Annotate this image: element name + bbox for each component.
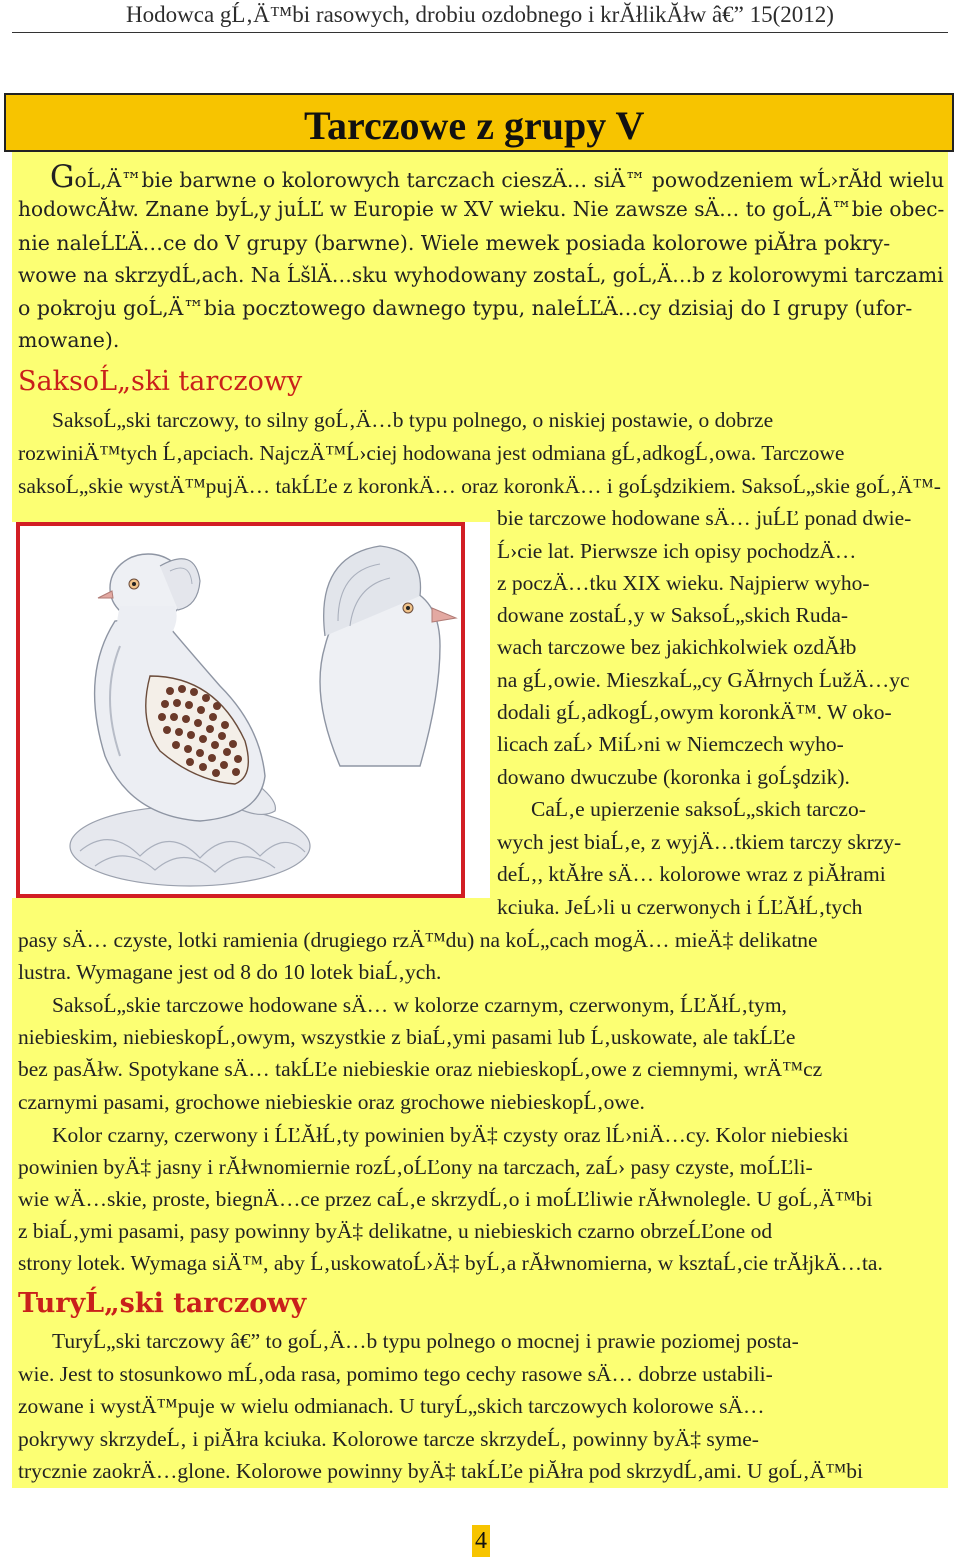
thuringian-line-5: trycznie zaokrÄ…glone. Kolorowe powinny byÄ‡ takĹĽe piĂłra pod skrzydĹ‚ami. U goĹ‚Ä™bi — [18, 1459, 864, 1483]
pigeon-drawing — [20, 526, 461, 894]
header-rule — [12, 32, 948, 33]
thuringian-line-3: zowane i wystÄ™puje w wielu odmianach. U turyĹ„skich tarczowych kolorowe sÄ… — [18, 1394, 765, 1418]
thuringian-line-4: pokrywy skrzydeĹ‚ i piĂłra kciuka. Kolorowe tarcze skrzydeĹ‚ powinny byÄ‡ syme- — [18, 1427, 759, 1451]
saxon-col-line-5: wach tarczowe bez jakichkolwiek ozdĂłb — [497, 635, 857, 659]
saxon-after-line-11: strony lotek. Wymaga siÄ™, aby Ĺ‚uskowatoĹ›Ä‡ byĹ‚a rĂłwnomierna, w ksztaĹ‚cie trĂłjkÄ…ta. — [18, 1251, 883, 1275]
saxon-col-line-9: dowano dwuczube (koronka i goĹşdzik). — [497, 765, 850, 789]
saxon-after-line-9: wie wÄ…skie, proste, biegnÄ…ce przez caĹ‚e skrzydĹ‚o i moĹĽliwie rĂłwnolegle. U goĹ‚Ä™bi — [18, 1187, 873, 1211]
intro-line-6: mowane). — [18, 328, 120, 352]
section-heading-saxon: SaksoĹ„ski tarczowy — [18, 366, 303, 397]
saxon-line-1: SaksoĹ„ski tarczowy, to silny goĹ‚Ä…b typu polnego, o niskiej postawie, o dobrze — [52, 408, 774, 432]
saxon-col-line-10: CaĹ‚e upierzenie saksoĹ„skich tarczo- — [531, 797, 866, 821]
pigeon-illustration — [16, 522, 465, 898]
page-number: 4 — [472, 1525, 490, 1557]
saxon-col-line-1: bie tarczowe hodowane sÄ… juĹĽ ponad dwie- — [497, 506, 912, 530]
thuringian-line-2: wie. Jest to stosunkowo mĹ‚oda rasa, pomimo tego cechy rasowe sÄ… dobrze ustabili- — [18, 1362, 773, 1386]
intro-line-3: nie naleĹĽÄ…ce do V grupy (barwne). Wiele mewek posiada kolorowe piĂłra pokry- — [18, 231, 891, 255]
intro-dropcap: G — [50, 159, 75, 195]
saxon-col-line-11: wych jest biaĹ‚e, z wyjÄ…tkiem tarczy skrzy- — [497, 830, 902, 854]
saxon-col-line-12: deĹ‚, ktĂłre sÄ… kolorowe wraz z piĂłrami — [497, 862, 886, 886]
saxon-after-line-6: czarnymi pasami, grochowe niebieskie oraz grochowe niebieskopĹ‚owe. — [18, 1090, 645, 1114]
saxon-col-line-13: kciuka. JeĹ›li u czerwonych i ĹĽĂłĹ‚tych — [497, 895, 863, 919]
saxon-after-line-10: z biaĹ‚ymi pasami, pasy powinny byÄ‡ delikatne, u niebieskich czarno obrzeĹĽone od — [18, 1219, 773, 1243]
intro-line-5: o pokroju goĹ‚Ä™bia pocztowego dawnego typu, naleĹĽÄ…cy dzisiaj do I grupy (ufor- — [18, 296, 913, 320]
intro-line-2: hodowcĂłw. Znane byĹ‚y juĹĽ w Europie w XV wieku. Nie zawsze sÄ… to goĹ‚Ä™bie obec- — [18, 197, 945, 221]
saxon-after-line-5: bez pasĂłw. Spotykane sÄ… takĹĽe niebieskie oraz niebieskopĹ‚owe z ciemnymi, wrÄ™cz — [18, 1057, 823, 1081]
saxon-after-line-4: niebieskim, niebieskopĹ‚owym, wszystkie z biaĹ‚ymi pasami lub Ĺ‚uskowate, ale takĹĽe — [18, 1025, 796, 1049]
thuringian-line-1: TuryĹ„ski tarczowy â€” to goĹ‚Ä…b typu polnego o mocnej i prawie poziomej posta- — [52, 1329, 799, 1353]
intro-line-1 — [50, 159, 945, 195]
saxon-after-line-1: pasy sÄ… czyste, lotki ramienia (drugiego rzÄ™du) na koĹ„cach mogÄ… mieÄ‡ delikatne — [18, 928, 818, 952]
saxon-col-line-2: Ĺ›cie lat. Pierwsze ich opisy pochodzÄ… — [497, 539, 857, 563]
saxon-col-line-3: z poczÄ…tku XIX wieku. Najpierw wyho- — [497, 571, 870, 595]
intro-line-1-text: oĹ‚Ä™bie barwne o kolorowych tarczach cieszÄ… siÄ™ powodzeniem wĹ›rĂłd wielu — [74, 168, 945, 192]
saxon-line-3: saksoĹ„skie wystÄ™pujÄ… takĹĽe z koronkÄ… oraz koronkÄ… i goĹşdzikiem. SaksoĹ„skie goĹ‚Ä™- — [18, 474, 941, 498]
saxon-after-line-8: powinien byÄ‡ jasny i rĂłwnomiernie rozĹ‚oĹĽony na tarczach, zaĹ› pasy czyste, moĹĽli- — [18, 1155, 813, 1179]
section-heading-thuringian: TuryĹ„ski tarczowy — [18, 1288, 307, 1319]
saxon-after-line-2: lustra. Wymagane jest od 8 do 10 lotek biaĹ‚ych. — [18, 960, 442, 984]
saxon-col-line-6: na gĹ‚owie. MieszkaĹ„cy GĂłrnych ĹužÄ…yc — [497, 668, 910, 692]
saxon-col-line-7: dodali gĹ‚adkogĹ‚owym koronkÄ™. W oko- — [497, 700, 892, 724]
intro-line-4: wowe na skrzydĹ‚ach. Na ĹšlÄ…sku wyhodowany zostaĹ‚ goĹ‚Ä…b z kolorowymi tarczami — [18, 263, 944, 287]
running-header: Hodowca gĹ‚Ä™bi rasowych, drobiu ozdobnego i krĂłlikĂłw â€” 15(2012) — [126, 2, 834, 27]
article-title: Tarczowe z grupy V — [304, 103, 645, 148]
saxon-col-line-8: licach zaĹ› MiĹ›ni w Niemczech wyho- — [497, 732, 844, 756]
saxon-after-line-3: SaksoĹ„skie tarczowe hodowane sÄ… w kolorze czarnym, czerwonym, ĹĽĂłĹ‚tym, — [52, 993, 787, 1017]
saxon-col-line-4: dowane zostaĹ‚y w SaksoĹ„skich Ruda- — [497, 603, 849, 627]
saxon-after-line-7: Kolor czarny, czerwony i ĹĽĂłĹ‚ty powinien byÄ‡ czysty oraz lĹ›niÄ…cy. Kolor niebieski — [52, 1123, 849, 1147]
title-band — [4, 93, 954, 152]
saxon-line-2: rozwiniÄ™tych Ĺ‚apciach. NajczÄ™Ĺ›ciej hodowana jest odmiana gĹ‚adkogĹ‚owa. Tarczowe — [18, 441, 845, 465]
pigeon-head-study — [320, 546, 456, 766]
full-pigeon — [70, 554, 310, 886]
